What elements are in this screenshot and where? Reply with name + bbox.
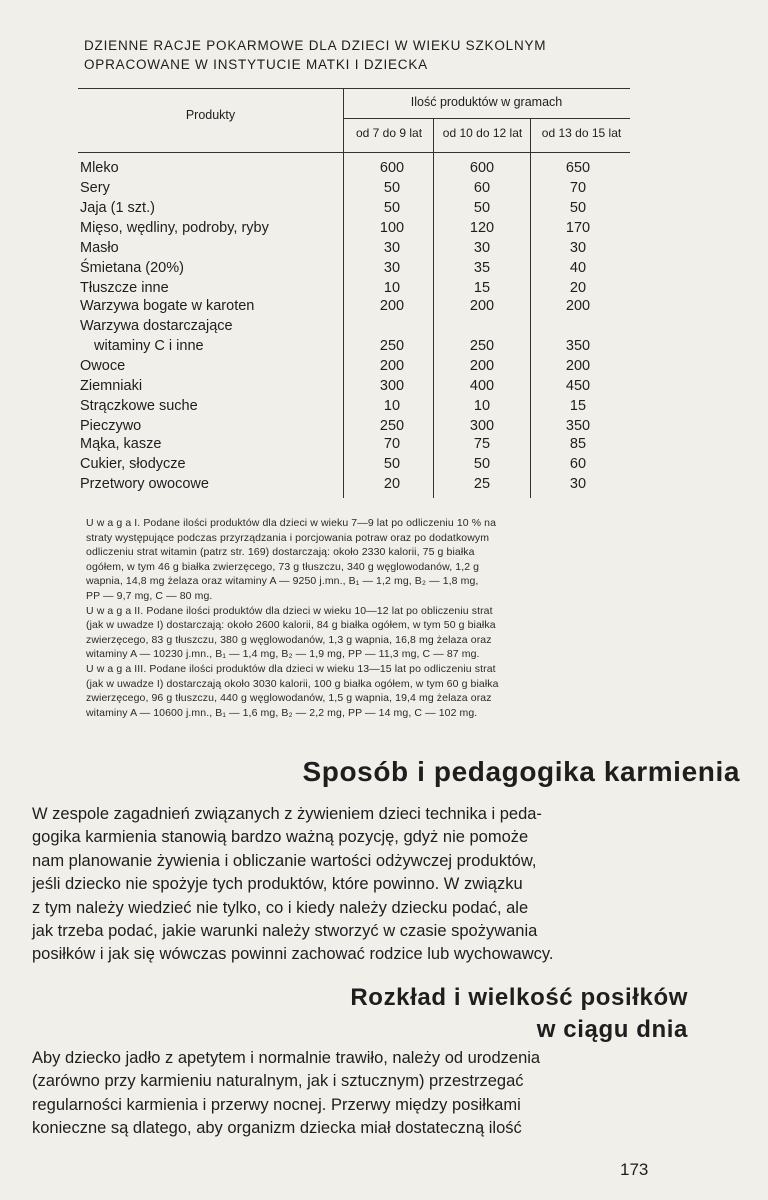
table-row [80,416,640,436]
table-row [80,258,640,278]
amount-cell-age-group-1: 600 [379,160,405,176]
paragraph-line: (zarówno przy karmieniu naturalnym, jak i sztucznym) przestrzegać [32,1072,524,1091]
amount-cell-age-group-1: 10 [383,398,401,414]
table-title-line-2: OPRACOWANE W INSTYTUCIE MATKI I DZIECKA [84,57,428,72]
product-name: Mleko [80,160,119,176]
amount-cell-age-group-1: 100 [379,220,405,236]
table-row [80,434,640,454]
amount-cell-age-group-2: 300 [469,418,495,434]
product-name: Tłuszcze inne [80,280,169,296]
note-line: ogółem, w tym 46 g białka zwierzęcego, 73 g tłuszczu, 340 g węglowodanów, 1,2 g [86,560,480,573]
header-age-group-3: od 13 do 15 lat [541,126,622,140]
amount-cell-age-group-3: 200 [565,358,591,374]
note-line: wapnia, 14,8 mg żelaza oraz witaminy A — 9250 j.mn., B₁ — 1,2 mg, B₂ — 1,8 mg, [86,575,479,588]
table-top-rule [78,88,630,89]
amount-cell-age-group-2: 250 [469,338,495,354]
amount-cell-age-group-2: 25 [473,476,491,492]
table-row [80,316,640,336]
page-number: 173 [620,1160,649,1179]
table-row [80,238,640,258]
amount-cell-age-group-3: 200 [565,298,591,314]
amount-cell-age-group-3: 85 [569,436,587,452]
paragraph-line: regularności karmienia i przerwy nocnej. Przerwy między posiłkami [32,1095,521,1114]
amount-cell-age-group-2: 200 [469,298,495,314]
product-name: Warzywa bogate w karoten [80,298,255,314]
amount-cell-age-group-3: 30 [569,476,587,492]
table-title-line-1: DZIENNE RACJE POKARMOWE DLA DZIECI W WIEKU SZKOLNYM [84,38,547,53]
table-subheader-rule [343,118,630,119]
paragraph-line: W zespole zagadnień związanych z żywieniem dzieci technika i peda- [32,805,542,823]
amount-cell-age-group-3: 350 [565,338,591,354]
amount-cell-age-group-1: 250 [379,418,405,434]
amount-cell-age-group-1: 70 [383,436,401,452]
amount-cell-age-group-3: 60 [569,456,587,472]
header-products: Produkty [185,108,236,122]
table-row [80,158,640,178]
paragraph-line: konieczne są dlatego, aby organizm dziecka miał dostateczną ilość [32,1119,522,1138]
paragraph-2 [32,1047,678,1141]
amount-cell-age-group-2: 30 [473,240,491,256]
table-row [80,296,640,316]
amount-cell-age-group-2: 35 [473,260,491,276]
amount-cell-age-group-2: 400 [469,378,495,394]
amount-cell-age-group-2: 50 [473,456,491,472]
amount-cell-age-group-2: 50 [473,200,491,216]
table-row [80,474,640,494]
subheading-line-2: w ciągu dnia [536,1016,688,1043]
note-line: (jak w uwadze I) dostarczają: około 2600 kalorii, 84 g białka ogółem, w tym 50 g białka [86,619,496,632]
amount-cell-age-group-1: 300 [379,378,405,394]
header-age-group-2: od 10 do 12 lat [442,126,523,140]
table-row [80,278,640,298]
amount-cell-age-group-3: 50 [569,200,587,216]
amount-cell-age-group-3: 70 [569,180,587,196]
paragraph-line: posiłków i jak się wówczas powinni zachować rodzice lub wychowawcy. [32,945,554,964]
paragraph-line: Aby dziecko jadło z apetytem i normalnie trawiło, należy od urodzenia [32,1049,541,1067]
section-heading: Sposób i pedagogika karmienia [302,756,740,787]
amount-cell-age-group-2: 60 [473,180,491,196]
amount-cell-age-group-3: 650 [565,160,591,176]
product-name: Pieczywo [80,418,142,434]
note-line: straty występujące podczas przyrządzania i porcjowania potraw oraz po dodatkowym [86,531,490,544]
paragraph-line: gogika karmienia stanowią bardzo ważną pozycję, gdyż nie pomoże [32,828,529,847]
amount-cell-age-group-2: 10 [473,398,491,414]
paragraph-line: nam planowanie żywienia i obliczanie wartości odżywczej produktów, [32,851,537,870]
product-name: witaminy C i inne [94,338,204,354]
note-line: witaminy A — 10230 j.mn., B₁ — 1,4 mg, B₂ — 1,9 mg, PP — 11,3 mg, C — 87 mg. [86,648,480,661]
amount-cell-age-group-1: 30 [383,240,401,256]
subheading-line-1: Rozkład i wielkość posiłków [350,984,688,1011]
note-line: PP — 9,7 mg, C — 80 mg. [86,589,213,602]
amount-cell-age-group-3: 40 [569,260,587,276]
amount-cell-age-group-1: 200 [379,358,405,374]
product-name: Mięso, wędliny, podroby, ryby [80,220,269,236]
amount-cell-age-group-2: 75 [473,436,491,452]
paragraph-line: jeśli dziecko nie spożyje tych produktów, które powinno. W związku [32,875,523,894]
table-row [80,178,640,198]
product-name: Strączkowe suche [80,398,198,414]
amount-cell-age-group-2: 120 [469,220,495,236]
note-line: U w a g a II. Podane ilości produktów dla dzieci w wieku 10—12 lat po obliczeniu strat [86,604,493,617]
amount-cell-age-group-3: 350 [565,418,591,434]
amount-cell-age-group-1: 10 [383,280,401,296]
table-row [80,198,640,218]
amount-cell-age-group-2: 15 [473,280,491,296]
product-name: Owoce [80,358,126,374]
header-amount: Ilość produktów w gramach [410,95,563,109]
note-line: zwierzęcego, 83 g tłuszczu, 380 g węglowodanów, 1,3 g wapnia, 16,8 mg żelaza oraz [86,633,492,646]
table-row [80,376,640,396]
amount-cell-age-group-1: 250 [379,338,405,354]
note-line: U w a g a I. Podane ilości produktów dla dzieci w wieku 7—9 lat po odliczeniu 10 % na [86,517,497,529]
table-notes [86,516,638,720]
amount-cell-age-group-1: 200 [379,298,405,314]
table-row [80,336,640,356]
subheading [0,982,688,1046]
product-name: Cukier, słodycze [80,456,186,472]
product-name: Przetwory owocowe [80,476,209,492]
amount-cell-age-group-3: 20 [569,280,587,296]
amount-cell-age-group-3: 170 [565,220,591,236]
paragraph-line: jak trzeba podać, jakie warunki należy stworzyć w czasie spożywania [32,922,538,941]
note-line: odliczeniu strat witamin (patrz str. 169) dostarczają: około 2330 kalorii, 75 g białka [86,546,475,559]
table-row [80,218,640,238]
amount-cell-age-group-3: 450 [565,378,591,394]
amount-cell-age-group-1: 50 [383,200,401,216]
table-row [80,396,640,416]
amount-cell-age-group-1: 20 [383,476,401,492]
amount-cell-age-group-1: 50 [383,180,401,196]
product-name: Warzywa dostarczające [80,318,233,334]
product-name: Jaja (1 szt.) [80,200,155,216]
table-header-rule [78,152,630,153]
note-line: zwierzęcego, 96 g tłuszczu, 440 g węglowodanów, 1,5 g wapnia, 19,4 mg żelaza oraz [86,692,492,705]
paragraph-line: z tym należy wiedzieć nie tylko, co i kiedy należy dziecku podać, ale [32,898,529,917]
product-name: Mąka, kasze [80,436,162,452]
product-name: Masło [80,240,119,256]
note-line: witaminy A — 10600 j.mn., B₁ — 1,6 mg, B₂ — 2,2 mg, PP — 14 mg, C — 102 mg. [86,706,478,719]
amount-cell-age-group-2: 200 [469,358,495,374]
header-age-group-1: od 7 do 9 lat [355,126,423,140]
amount-cell-age-group-1: 30 [383,260,401,276]
table-row [80,356,640,376]
product-name: Śmietana (20%) [80,260,184,276]
amount-cell-age-group-2: 600 [469,160,495,176]
table-row [80,454,640,474]
amount-cell-age-group-1: 50 [383,456,401,472]
amount-cell-age-group-3: 30 [569,240,587,256]
paragraph-1 [32,803,678,967]
note-line: (jak w uwadze I) dostarczają około 3030 kalorii, 100 g białka ogółem, w tym 60 g białka [86,677,499,690]
note-line: U w a g a III. Podane ilości produktów dla dzieci w wieku 13—15 lat po odliczeniu strat [86,662,496,675]
product-name: Sery [80,180,110,196]
amount-cell-age-group-3: 15 [569,398,587,414]
product-name: Ziemniaki [80,378,143,394]
table-title [84,36,704,74]
